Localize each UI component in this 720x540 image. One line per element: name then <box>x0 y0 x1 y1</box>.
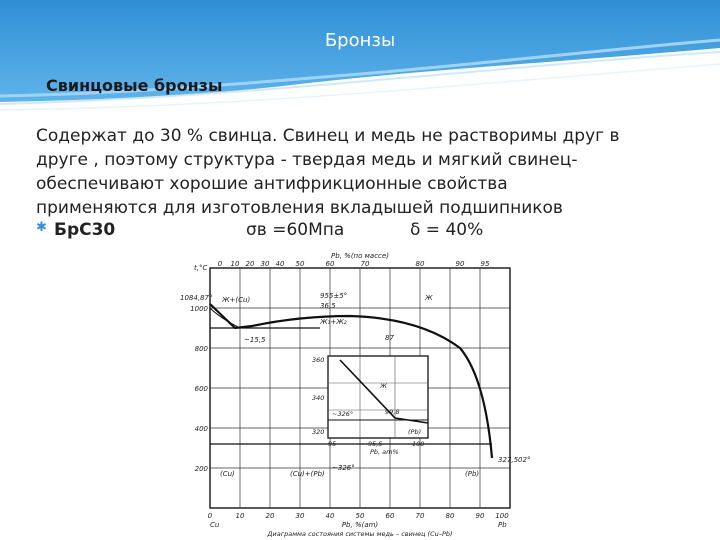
tensile-strength: σв =60Мпа <box>246 220 345 240</box>
bottom-tick: 20 <box>265 512 275 520</box>
inset-frame <box>328 356 428 438</box>
bottom-tick: 0 <box>207 512 213 520</box>
elongation: δ = 40% <box>410 220 484 240</box>
inset-temp-label: ~326° <box>332 410 354 418</box>
inset-bottom-tick: 100 <box>412 440 425 448</box>
diagram-caption: Диаграмма состояния системы медь – свинец (Cu–Pb) <box>267 530 453 538</box>
top-tick: 30 <box>260 260 270 268</box>
paragraph-line: Содержат до 30 % свинца. Свинец и медь не растворимы друг в <box>36 126 620 146</box>
phase-diagram <box>180 248 530 538</box>
header-banner <box>0 0 720 120</box>
top-tick: 70 <box>360 260 370 268</box>
bottom-right-label: Pb <box>498 521 507 529</box>
inset-region-label: (Pb) <box>408 428 422 436</box>
right-temp-label: 327,502° <box>498 456 530 464</box>
top-tick: 95 <box>480 260 490 268</box>
inset-composition-label: 99,8 <box>385 408 400 416</box>
annotation: ~15,5 <box>244 336 266 344</box>
y-tick: 400 <box>194 425 208 433</box>
slide-title: Бронзы <box>324 30 396 51</box>
top-tick: 10 <box>230 260 240 268</box>
top-ticks <box>218 260 490 268</box>
top-tick: 80 <box>415 260 425 268</box>
y-tick: 600 <box>194 385 208 393</box>
top-tick: 60 <box>325 260 335 268</box>
region-label: Ж+(Cu) <box>222 296 251 304</box>
y-tick: 1000 <box>190 305 208 313</box>
left-temp-label: 1084,87° <box>180 294 213 302</box>
bottom-tick: 70 <box>415 512 425 520</box>
inset-axis-label: Pb, am% <box>370 448 399 456</box>
alloy-grade: БрС30 <box>54 220 116 240</box>
bottom-tick: 50 <box>355 512 365 520</box>
inset-y-tick: 360 <box>312 356 325 364</box>
paragraph <box>36 124 686 220</box>
inset-bottom-tick: 95 <box>328 440 337 448</box>
y-axis-label: t,°C <box>194 264 208 272</box>
region-label: Ж₁+Ж₂ <box>320 318 347 326</box>
annotation: ~326° <box>332 464 355 472</box>
solidus-line <box>210 304 235 328</box>
top-tick: 0 <box>217 260 223 268</box>
top-axis-label: Pb, %(по массе) <box>331 252 389 260</box>
bottom-axis-label: Pb, %(am) <box>341 521 379 529</box>
bottom-ticks <box>208 512 509 520</box>
annotation: 36,5 <box>320 302 336 310</box>
region-label: (Pb) <box>465 470 480 478</box>
top-tick: 90 <box>455 260 465 268</box>
top-tick: 40 <box>275 260 285 268</box>
bullet-star-icon: ✱ <box>36 220 47 235</box>
header-wave-graphic <box>0 0 720 120</box>
top-tick: 50 <box>295 260 305 268</box>
paragraph-line: друге , поэтому структура - твердая медь и мягкий свинец- <box>36 150 578 170</box>
bottom-tick: 100 <box>495 512 509 520</box>
region-label: (Cu)+(Pb) <box>290 470 325 478</box>
annotation: 87 <box>385 334 394 342</box>
bottom-tick: 60 <box>385 512 395 520</box>
inset-y-tick: 340 <box>312 394 325 402</box>
inset-region-label: Ж <box>380 382 388 390</box>
bottom-tick: 30 <box>295 512 305 520</box>
region-label: Ж <box>425 294 433 302</box>
inset-y-tick: 320 <box>312 428 325 436</box>
bottom-tick: 90 <box>475 512 485 520</box>
slide-subtitle: Свинцовые бронзы <box>46 76 223 95</box>
bottom-left-label: Cu <box>210 521 220 529</box>
bottom-tick: 80 <box>445 512 455 520</box>
inset-bottom-tick: 95,5 <box>368 440 383 448</box>
y-ticks <box>190 305 208 473</box>
y-tick: 800 <box>194 345 208 353</box>
annotation: 955±5° <box>320 292 348 300</box>
y-tick: 200 <box>194 465 208 473</box>
paragraph-line: применяются для изготовления вкладышей подшипников <box>36 198 563 218</box>
bottom-tick: 10 <box>235 512 245 520</box>
bottom-tick: 40 <box>325 512 335 520</box>
paragraph-line: обеспечивают хорошие антифрикционные свойства <box>36 174 508 194</box>
region-label: (Cu) <box>220 470 235 478</box>
top-tick: 20 <box>245 260 255 268</box>
